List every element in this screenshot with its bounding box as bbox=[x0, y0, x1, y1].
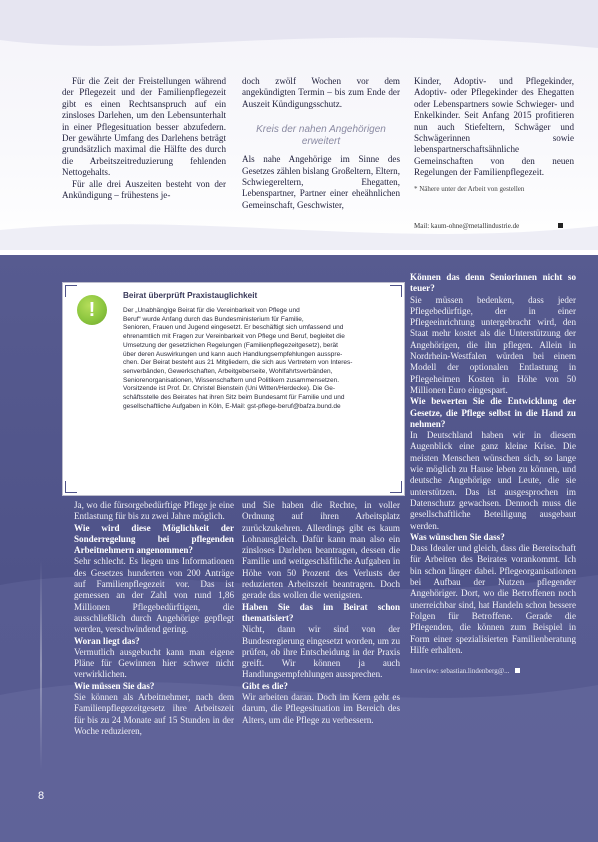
info-box-line: Senioren, Frauen und Jugend eingesetzt. Er beschäftigt sich umfassend und bbox=[123, 324, 344, 332]
interview-question: Wie bewerten Sie die Entwicklung der Gesetze, die Pflege selbst in die Hand zu nehmen? bbox=[410, 396, 576, 429]
paragraph: Für die Zeit der Freistellungen während der Pflegezeit und der Familienpflegezeit gibt es einen Rechtsanspruch auf ein zinsloses Darlehen, um den Lebensunterhalt in einer Pflegesituation besser abzufedern. Der gewährte Umfang des Darlehens beträgt grundsätzlich maximal die Hälfte des durch die Arbeitszeitreduzierung fehlenden Nettogehalts. bbox=[62, 76, 226, 178]
interview-column-right bbox=[410, 272, 576, 677]
paragraph: doch zwölf Wochen vor dem angekündigten Termin – bis zum Ende der Auszeit Kündigungsschutz. bbox=[242, 76, 400, 109]
interview-question: Wie wird diese Möglichkeit der Sonderregelung bei pflegenden Arbeitnehmern angenommen? bbox=[74, 522, 234, 556]
article-end-mark bbox=[515, 668, 520, 673]
interview-answer: Sehr schlecht. Es liegen uns Informationen des Gesetzes hunderten von 200 Anträge auf Familienpflegezeit vor. Das ist gemessen an der Zahl von rund 1,86 Millionen Pflegebedürftigen, die ausschließlich durch Angehörige gepflegt werden, verschwindend gering. bbox=[74, 556, 234, 635]
info-box-line: Der „Unabhängige Beirat für die Vereinbarkeit von Pflege und bbox=[123, 307, 300, 314]
interview-column-2 bbox=[242, 500, 400, 726]
info-box-line: Umsetzung der gesetzlichen Regelungen (Familienpflegezeitgesetz), berät bbox=[123, 341, 338, 349]
article-column-3-top bbox=[414, 76, 574, 194]
paragraph: Für alle drei Auszeiten besteht von der Ankündigung – frühestens je- bbox=[62, 178, 226, 201]
exclamation-icon: ! bbox=[77, 295, 107, 325]
interview-answer: Sie müssen bedenken, dass jeder Pflegebedürftige, der in einer Pflegeeinrichtung untergebracht wird, den Staat mehr kostet als die Unterstützung der Angehörigen, die ihn pflegen. Allein in Nordrhein-Westfalen würden bei einem Modell der optionalen Entlastung in Pflegeheimen Kosten in Höhe von 50 Millionen Euro eingespart. bbox=[410, 294, 576, 395]
box-corner bbox=[390, 481, 402, 493]
info-box-line: Vorsitzende ist Prof. Dr. Christel Bienstein (Uni Witten/Herdecke). Die Ge- bbox=[123, 385, 336, 393]
info-box-line: gesellschaftliche Aufgaben in Köln, E-Mail: gst-pflege-beruf@bafza.bund.de bbox=[123, 402, 341, 410]
paragraph: Kinder, Adoptiv- und Pflegekinder, Adoptiv- oder Pflegekinder des Ehegatten oder Lebenspartners sowie Schwieger- und Enkelkinder. Seit Anfang 2015 profitieren nun auch Stiefeltern, Schwäger und Schwägerinnen sowie lebenspartnerschaftsähnliche Gemeinschaften von den neuen Regelungen der Familienpflegezeit. bbox=[414, 76, 574, 178]
interview-answer: Wir arbeiten daran. Doch im Kern geht es darum, die Pflegesituation im Bereich des Alters, um die Pflege zu verbessern. bbox=[242, 692, 400, 725]
interview-answer: Ja, wo die fürsorgebedürftige Pflege je eine Entlastung für bis zu zwei Jahre möglich. bbox=[74, 500, 234, 522]
interview-byline-text: Interview: sebastian.lindenberg@... bbox=[410, 667, 512, 676]
info-box-line: schäftsstelle des Beirates hat ihren Sitz beim Bundesamt für Familie und und bbox=[123, 394, 345, 402]
box-corner bbox=[65, 481, 77, 493]
interview-answer: und Sie haben die Rechte, in voller Ordnung auf ihren Arbeitsplatz zurückzukehren. Allerdings gibt es kaum Lohnausgleich. Dafür kann man also ein zinsloses Darlehen beantragen, dessen die Familie und weitgeschäftliche Aufgaben in Höhe von 50 Prozent des Verlusts der reduzierten Arbeitszeit beantragen. Doch gerade das wollen die wenigsten. bbox=[242, 500, 400, 601]
interview-question: Haben Sie das im Beirat schon thematisiert? bbox=[242, 601, 400, 623]
interview-byline bbox=[410, 666, 576, 677]
interview-answer: Nicht, dann wir sind von der Bundesregierung eingesetzt worden, um zu prüfen, ob ihre Entscheidung in der Praxis greift. Wir können ja auch Handlungsempfehlungen aussprechen. bbox=[242, 624, 400, 680]
info-box-advisory-board bbox=[62, 282, 405, 496]
section-subheading: Kreis der nahen Angehörigen erweitert bbox=[256, 124, 386, 148]
decorative-side-line bbox=[40, 560, 42, 770]
interview-answer: In Deutschland haben wir in diesem Augenblick eine ganz kleine Krise. Die meisten Menschen wünschen sich, so lange wie möglich zu Hause leben zu können, und deutsche Angehörige und Leute, die sie unterstützen. Das ist ausgesprochen im Datenschutz gewachsen. Dennoch muss die gesellschaftliche Beteiligung ausgebaut werden. bbox=[410, 430, 576, 531]
interview-answer: Sie können als Arbeitnehmer, nach dem Familienpflegezeitgesetz ihre Arbeitszeit für bis zu 24 Monate auf 15 Stunden in der Woche reduzieren, bbox=[74, 692, 234, 736]
info-box-text bbox=[123, 307, 395, 411]
author-byline: Mail: kaum-ohne@metallindustrie.de bbox=[414, 222, 520, 230]
info-box-title: Beirat überprüft Praxistauglichkeit bbox=[123, 291, 258, 300]
interview-question: Gibt es die? bbox=[242, 680, 288, 691]
info-box-line: Beruf“ wurde Anfang durch das Bundesministerium für Familie, bbox=[123, 315, 304, 323]
interview-question: Wie müssen Sie das? bbox=[74, 680, 155, 691]
paragraph: Als nahe Angehörige im Sinne des Gesetzes zählen bislang Großeltern, Eltern, Schwiegereltern, Ehegatten, Lebenspartner, Partner einer eheähnlichen Gemeinschaft, Geschwister, bbox=[242, 154, 400, 210]
box-corner bbox=[65, 285, 77, 297]
article-column-1-top bbox=[62, 76, 226, 201]
article-column-2-top bbox=[242, 76, 400, 211]
box-corner bbox=[390, 285, 402, 297]
info-box-line: senverbänden, Gewerkschaften, Arbeitgeberseite, Wohlfahrtsverbänden, bbox=[123, 367, 333, 375]
interview-question: Können das denn Seniorinnen nicht so teuer? bbox=[410, 272, 576, 294]
page-number: 8 bbox=[38, 790, 45, 802]
info-box-line: ehrenamtlich mit Fragen zur Vereinbarkeit von Pflege und Beruf, begleitet die bbox=[123, 333, 345, 341]
interview-answer: Vermutlich ausgebucht kann man eigene Pläne für Gewinnen hier schwer nicht verwirklichen. bbox=[74, 646, 234, 680]
info-box-line: chen. Der Beirat besteht aus 21 Mitgliedern, die sich aus Vertretern von Interes- bbox=[123, 359, 353, 367]
article-end-mark bbox=[558, 223, 563, 228]
interview-column-1 bbox=[74, 500, 234, 737]
interview-answer: Dass Idealer und gleich, dass die Bereitschaft für Arbeiten des Beirates vorankommt. Ich bin schon länger dabei. Pflegeorganisationen bei Aufbau der Nutzen pflegender Angehöriger. Dort, wo die Betroffenen noch unerreichbar sind, hat Handeln schon bessere Folgen für Betroffene. Gerade die Pflegenden, die können zum Beispiel in Form einer spezialisierten Familienberatung Hilfe erhalten. bbox=[410, 543, 576, 655]
interview-question: Woran liegt das? bbox=[74, 635, 140, 646]
interview-question: Was wünschen Sie dass? bbox=[410, 531, 505, 542]
info-box-line: über deren Auswirkungen und kann auch Handlungsempfehlungen ausspre- bbox=[123, 350, 343, 358]
info-box-line: Seniorenorganisationen, Wissenschaftern und Politikern zusammensetzen. bbox=[123, 376, 340, 384]
footnote: * Nähere unter der Arbeit von gestellen bbox=[414, 184, 525, 193]
